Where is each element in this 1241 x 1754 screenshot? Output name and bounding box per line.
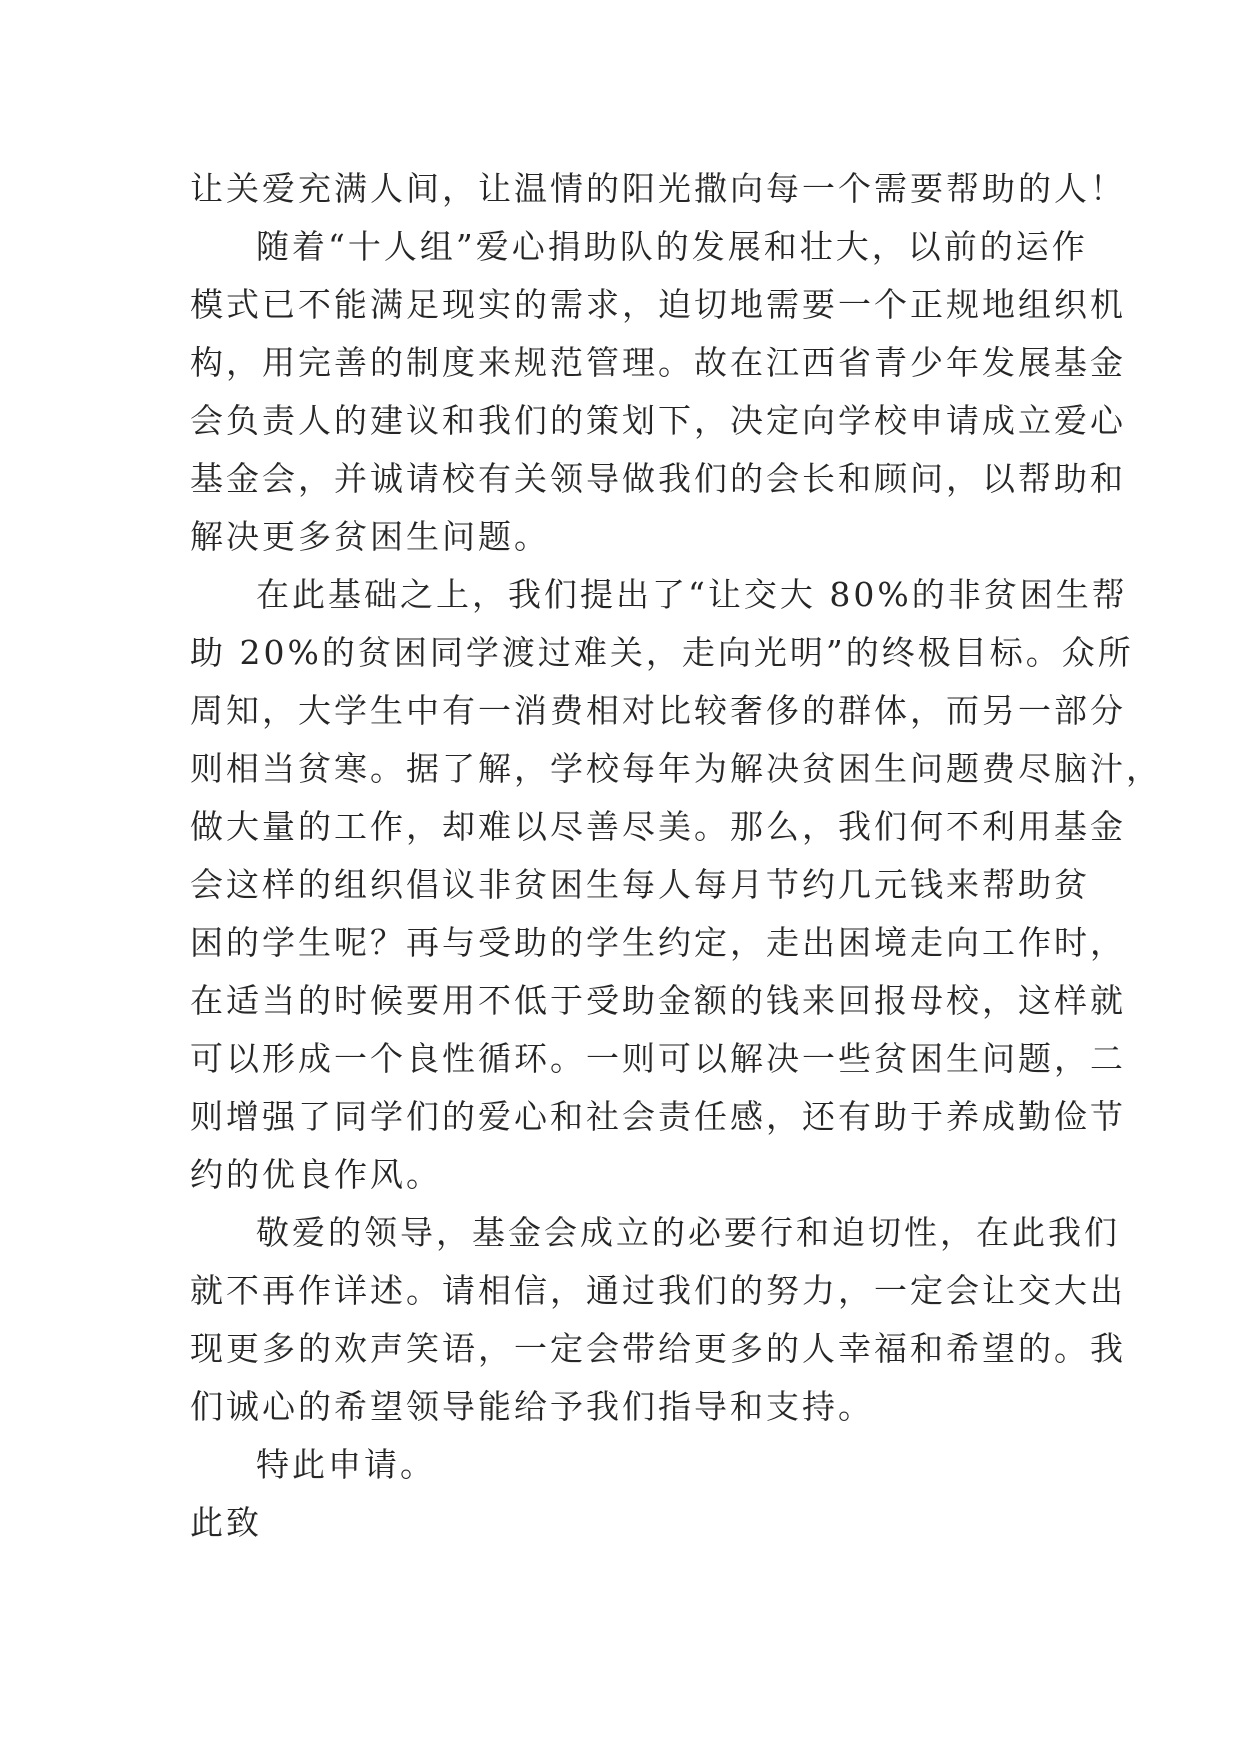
text-line: 在适当的时候要用不低于受助金额的钱来回报母校，这样就	[190, 981, 1126, 1020]
text-line: 构，用完善的制度来规范管理。故在江西省青少年发展基金	[190, 343, 1126, 382]
text-line: 周知，大学生中有一消费相对比较奢侈的群体，而另一部分	[190, 691, 1126, 730]
text-line: 则增强了同学们的爱心和社会责任感，还有助于养成勤俭节	[190, 1097, 1126, 1136]
letter-body	[190, 160, 1162, 1552]
salutation-line: 此致	[190, 1503, 262, 1542]
text-line: 们诚心的希望领导能给予我们指导和支持。	[190, 1387, 874, 1426]
text-line: 就不再作详述。请相信，通过我们的努力，一定会让交大出	[190, 1271, 1126, 1310]
text-line: 困的学生呢？再与受助的学生约定，走出困境走向工作时，	[190, 923, 1126, 962]
paragraph-start-line: 随着“十人组”爱心捐助队的发展和壮大，以前的运作	[256, 227, 1088, 266]
text-line: 可以形成一个良性循环。一则可以解决一些贫困生问题，二	[190, 1039, 1126, 1078]
text-line: 解决更多贫困生问题。	[190, 517, 550, 556]
text-line: 模式已不能满足现实的需求，迫切地需要一个正规地组织机	[190, 285, 1126, 324]
text-line: 约的优良作风。	[190, 1155, 442, 1194]
text-line: 现更多的欢声笑语，一定会带给更多的人幸福和希望的。我	[190, 1329, 1126, 1368]
text-line: 做大量的工作，却难以尽善尽美。那么，我们何不利用基金	[190, 807, 1126, 846]
paragraph-start-line: 在此基础之上，我们提出了“让交大 80%的非贫困生帮	[256, 575, 1128, 614]
text-line: 助 20%的贫困同学渡过难关，走向光明”的终极目标。众所	[190, 633, 1134, 672]
text-line: 让关爱充满人间，让温情的阳光撒向每一个需要帮助的人！	[190, 169, 1126, 208]
closing-request-line: 特此申请。	[256, 1445, 436, 1484]
text-line: 则相当贫寒。据了解，学校每年为解决贫困生问题费尽脑汁，	[190, 749, 1162, 788]
paragraph-start-line: 敬爱的领导，基金会成立的必要行和迫切性，在此我们	[256, 1213, 1120, 1252]
text-line: 基金会，并诚请校有关领导做我们的会长和顾问，以帮助和	[190, 459, 1126, 498]
text-line: 会这样的组织倡议非贫困生每人每月节约几元钱来帮助贫	[190, 865, 1090, 904]
text-line: 会负责人的建议和我们的策划下，决定向学校申请成立爱心	[190, 401, 1126, 440]
